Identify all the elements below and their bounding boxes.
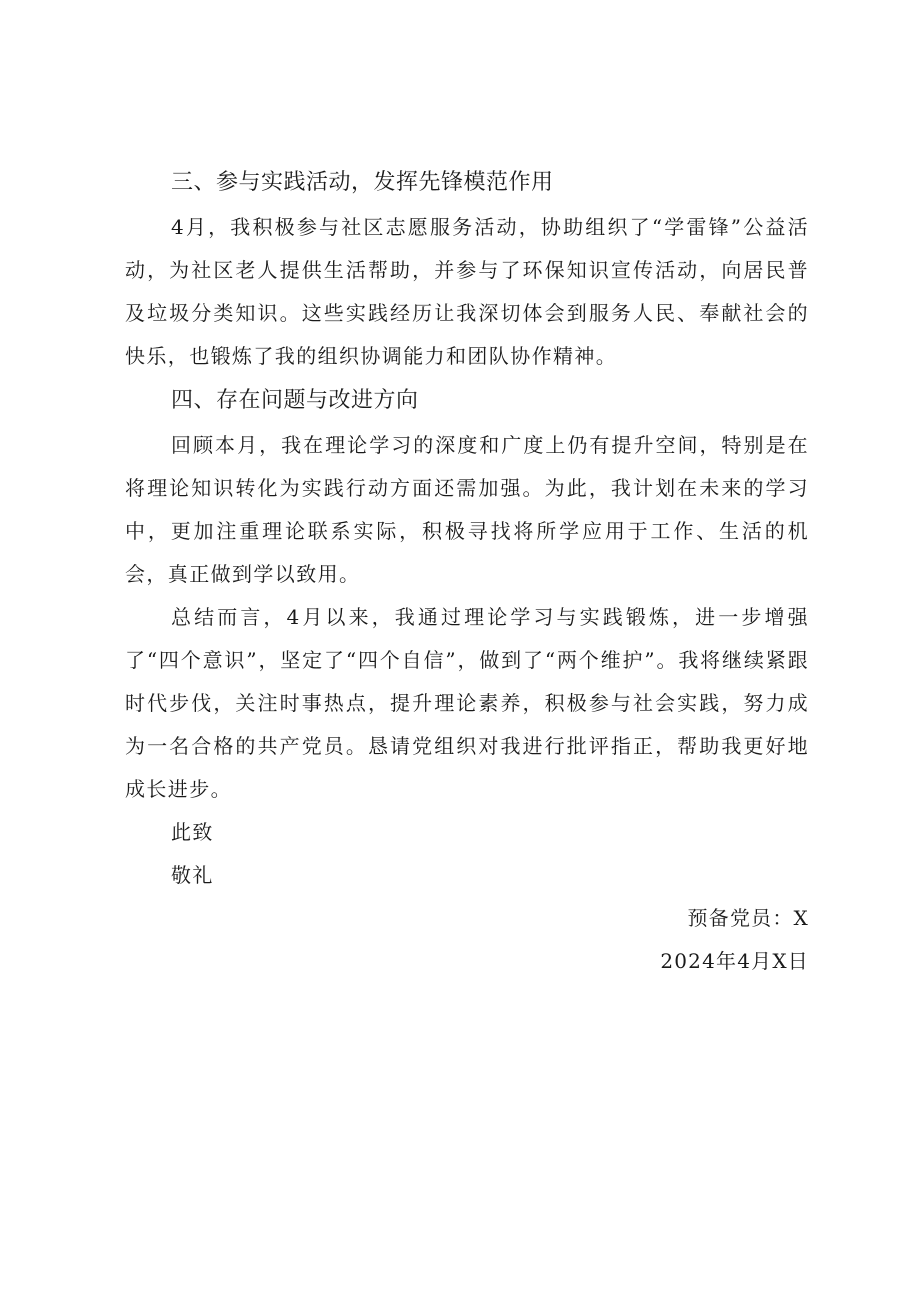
document-page bbox=[125, 160, 809, 983]
section-heading-problems: 四、存在问题与改进方向 bbox=[171, 388, 419, 413]
closing-line-2: 敬礼 bbox=[171, 863, 214, 887]
paragraph-summary: 总结而言，4月以来，我通过理论学习与实践锻炼，进一步增强了“四个意识”，坚定了“四个自信”，做到了“两个维护”。我将继续紧跟时代步伐，关注时事热点，提升理论素养，积极参与社会实践，努力成为一名合格的共产党员。恳请党组织对我进行批评指正，帮助我更好地成长进步。 bbox=[125, 605, 809, 801]
section-heading-practice: 三、参与实践活动，发挥先锋模范作用 bbox=[171, 170, 554, 195]
paragraph-review: 回顾本月，我在理论学习的深度和广度上仍有提升空间，特别是在将理论知识转化为实践行动方面还需加强。为此，我计划在未来的学习中，更加注重理论联系实际，积极寻找将所学应用于工作、生活的机会，真正做到学以致用。 bbox=[125, 433, 809, 586]
signature-date: 2024年4月X日 bbox=[660, 949, 809, 973]
closing-line-1: 此致 bbox=[171, 820, 214, 844]
paragraph-practice: 4月，我积极参与社区志愿服务活动，协助组织了“学雷锋”公益活动，为社区老人提供生活帮助，并参与了环保知识宣传活动，向居民普及垃圾分类知识。这些实践经历让我深切体会到服务人民、奉献社会的快乐，也锻炼了我的组织协调能力和团队协作精神。 bbox=[125, 215, 809, 368]
signature-name: 预备党员：X bbox=[687, 906, 809, 930]
